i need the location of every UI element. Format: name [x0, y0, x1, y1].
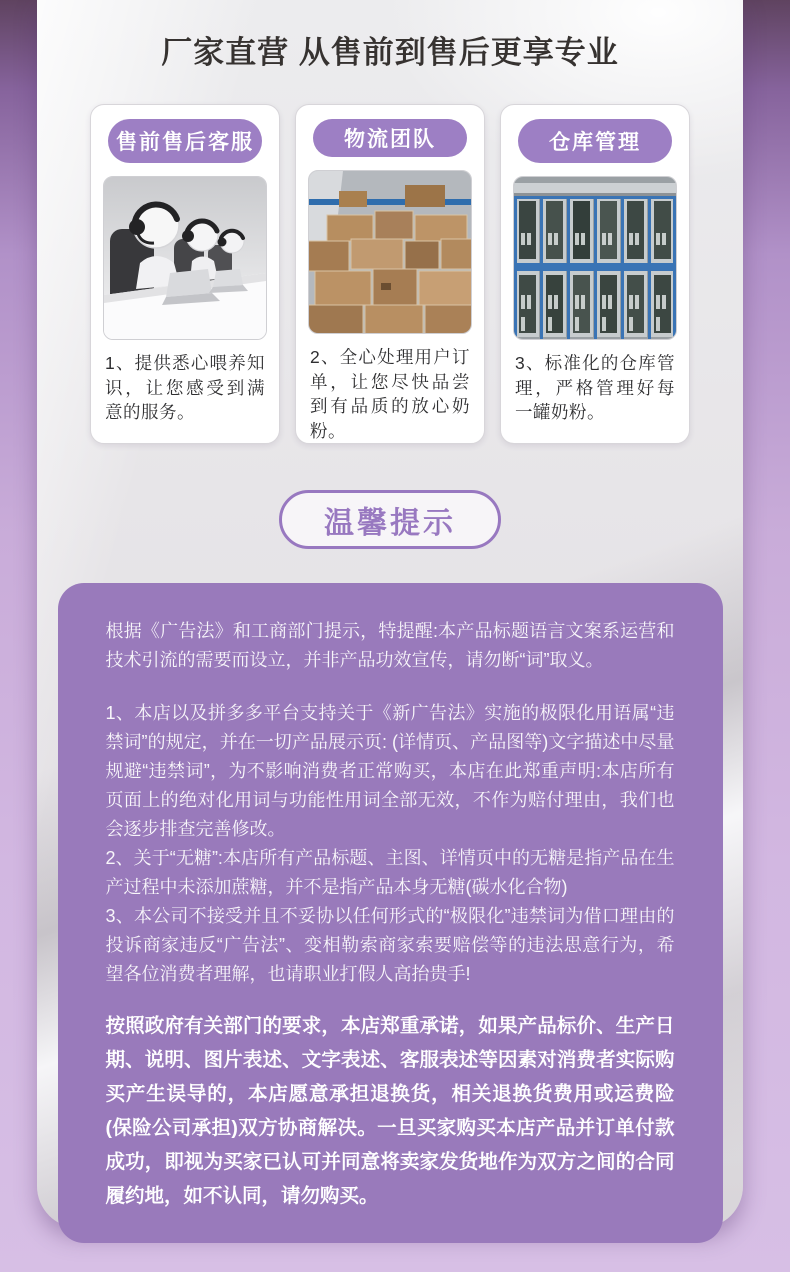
notice-item-2: 2、关于“无糖”:本店所有产品标题、主图、详情页中的无糖是指产品在生产过程中未添加蔗糖，并不是指产品本身无糖(碳水化合物): [105, 848, 675, 897]
storage-cabinets-photo: [513, 176, 677, 340]
notice-commitment: 按照政府有关部门的要求，本店郑重承诺，如果产品标价、生产日期、说明、图片表述、文字表述、客服表述等因素对消费者实际购买产生误导的，本店愿意承担退换货，相关退换货费用或运费险(保险公司承担)双方协商解决。一旦买家购买本店产品并订单付款成功，即视为买家已认可并同意将卖家发货地作为双方之间的合同履约地，如不认同，请勿购买。: [105, 1015, 675, 1207]
warm-tips-label: 温馨提示: [324, 506, 456, 540]
card-label-pill: 物流团队: [313, 119, 467, 157]
silk-background-panel: [37, 0, 743, 1228]
warm-tips-badge: [279, 490, 501, 549]
card-description: 1、提供悉心喂养知识，让您感受到满意的服务。: [105, 353, 265, 422]
notice-item-1: 1、本店以及拼多多平台支持关于《新广告法》实施的极限化用语属“违禁词”的规定，并在一切产品展示页: (详情页、产品图等)文字描述中尽量规避“违禁词”，为不影响消费者正常购买，本店在此郑重声明:本店所有页面上的绝对化用词与功能性用词全部无效，不作为赔付理由，我们也会逐步排查完善修改。: [105, 703, 675, 839]
card-description: 3、标准化的仓库管理，严格管理好每一罐奶粉。: [515, 353, 675, 422]
warehouse-boxes-illustration: [309, 171, 471, 333]
card-label-pill: 售前售后客服: [108, 119, 262, 163]
notice-intro: 根据《广告法》和工商部门提示，特提醒:本产品标题语言文案系运营和技术引流的需要而设立，并非产品功效宣传，请勿断“词”取义。: [105, 621, 675, 670]
customer-service-photo: [103, 176, 267, 340]
card-label-pill: 仓库管理: [518, 119, 672, 163]
card-presale-service: [90, 104, 280, 444]
notice-panel: [58, 583, 723, 1243]
service-cards-row: [37, 104, 743, 444]
customer-service-illustration: [104, 177, 266, 339]
warehouse-boxes-photo: [308, 170, 472, 334]
card-warehouse-management: [500, 104, 690, 444]
section-title: 厂家直营 从售前到售后更享专业: [161, 35, 619, 70]
card-logistics-team: [295, 104, 485, 444]
card-description: 2、全心处理用户订单，让您尽快品尝到有品质的放心奶粉。: [310, 347, 470, 441]
storage-cabinets-illustration: [514, 177, 676, 339]
notice-item-3: 3、本公司不接受并且不妥协以任何形式的“极限化”违禁词为借口理由的投诉商家违反“广告法”、变相勒索商家索要赔偿等的违法思意行为，希望各位消费者理解，也请职业打假人高抬贵手!: [105, 906, 675, 984]
